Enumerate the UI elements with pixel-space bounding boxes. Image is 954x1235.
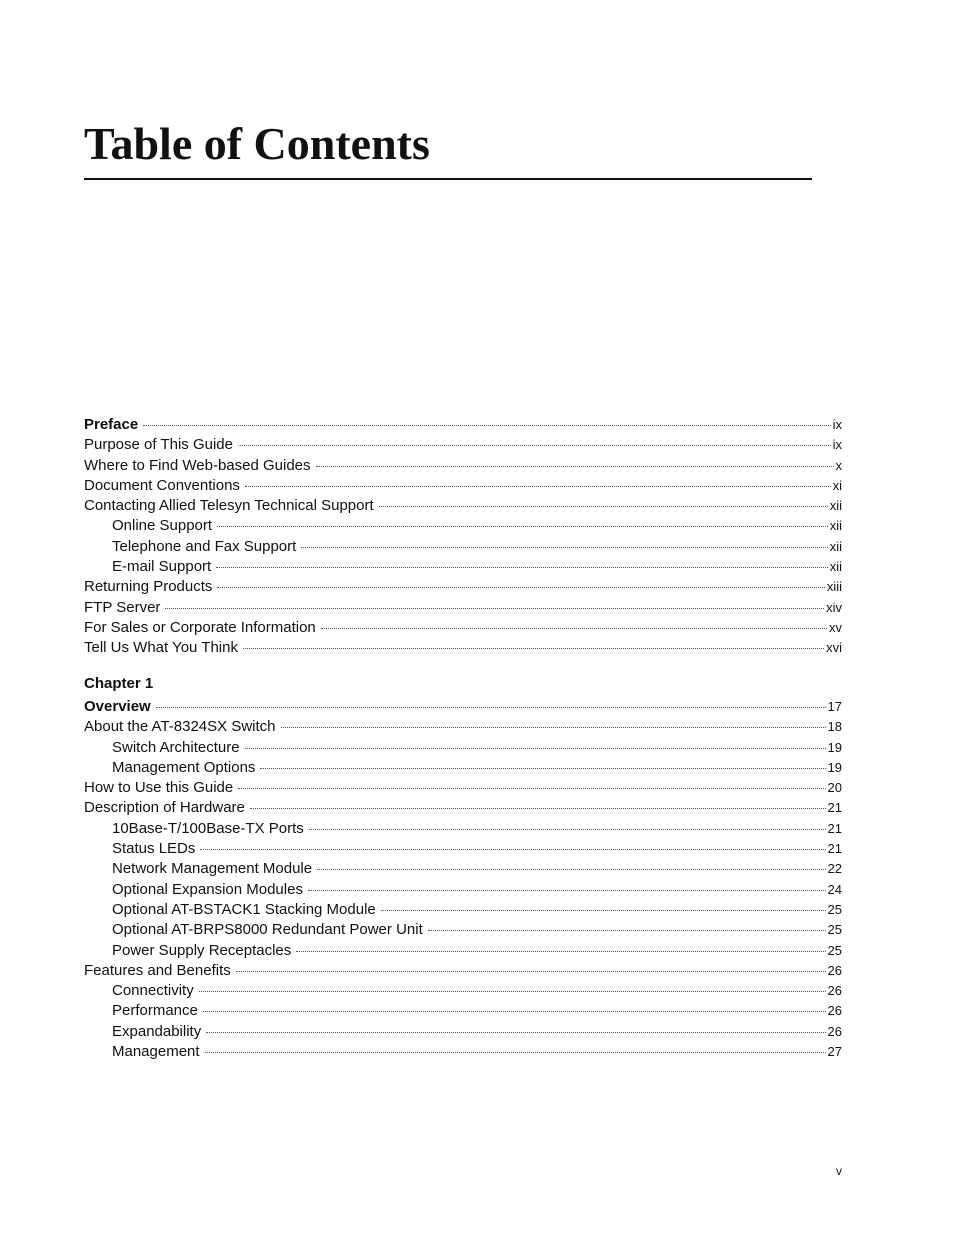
toc-dot-leader: [156, 707, 826, 708]
toc-dot-leader: [238, 445, 831, 446]
toc-entry-label: Purpose of This Guide: [84, 436, 233, 454]
toc-entry-page: xi: [832, 477, 842, 493]
toc-entry-page: 25: [827, 922, 842, 938]
toc-dot-leader: [308, 890, 826, 891]
toc-entry[interactable]: [84, 538, 842, 558]
toc-dot-leader: [309, 829, 826, 830]
toc-entry-label: How to Use this Guide: [84, 779, 234, 797]
toc-entry[interactable]: [84, 416, 842, 436]
toc-dot-leader: [200, 849, 825, 850]
toc-dot-leader: [243, 648, 824, 649]
toc-entry-label: Tell Us What You Think: [84, 639, 238, 657]
title-rule: [84, 178, 812, 180]
toc-entry-page: 26: [827, 983, 842, 999]
toc-entry-page: xii: [829, 518, 842, 534]
toc-dot-leader: [245, 486, 831, 487]
chapter-heading: Chapter 1: [84, 675, 154, 692]
toc-entry-page: 17: [827, 699, 842, 714]
page-number: v: [836, 1164, 842, 1178]
toc-entry-page: 19: [827, 759, 842, 775]
toc-dot-leader: [381, 910, 826, 911]
toc-entry[interactable]: [84, 698, 842, 718]
toc-entry-page: 21: [827, 820, 842, 836]
toc-entry-label: Management: [112, 1043, 200, 1061]
toc-entry[interactable]: [84, 799, 842, 819]
toc-entry-label: Network Management Module: [112, 860, 313, 878]
toc-dot-leader: [199, 991, 826, 992]
toc-dot-leader: [236, 971, 826, 972]
toc-entry-label: Features and Benefits: [84, 961, 231, 979]
toc-dot-leader: [296, 951, 825, 952]
toc-entry[interactable]: [84, 921, 842, 941]
toc-entry[interactable]: [84, 517, 842, 537]
toc-entry-label: 10Base-T/100Base-TX Ports: [112, 819, 304, 837]
toc-dot-leader: [238, 788, 825, 789]
toc-entry[interactable]: [84, 457, 842, 477]
toc-entry-label: Contacting Allied Telesyn Technical Support: [84, 497, 374, 515]
toc-entry[interactable]: [84, 820, 842, 840]
toc-dot-leader: [281, 727, 826, 728]
toc-entry-label: Optional Expansion Modules: [112, 880, 303, 898]
toc-dot-leader: [206, 1032, 825, 1033]
toc-dot-leader: [217, 526, 828, 527]
toc-entry[interactable]: [84, 619, 842, 639]
toc-entry-page: x: [835, 457, 842, 473]
toc-entry[interactable]: [84, 739, 842, 759]
toc-entry[interactable]: [84, 962, 842, 982]
toc-entry-label: Expandability: [112, 1022, 202, 1040]
toc-entry-page: 26: [827, 1023, 842, 1039]
toc-entry-page: 21: [827, 841, 842, 857]
toc-entry-label: FTP Server: [84, 598, 161, 616]
toc-entry-page: 26: [827, 962, 842, 978]
toc-dot-leader: [203, 1011, 826, 1012]
toc-entry[interactable]: [84, 881, 842, 901]
toc-dot-leader: [321, 628, 827, 629]
toc-entry[interactable]: [84, 497, 842, 517]
toc-entry[interactable]: [84, 599, 842, 619]
toc-dot-leader: [316, 466, 834, 467]
toc-entry[interactable]: [84, 1043, 842, 1063]
toc-dot-leader: [379, 506, 828, 507]
toc-entry-label: Document Conventions: [84, 476, 240, 494]
toc-entry[interactable]: [84, 759, 842, 779]
toc-entry[interactable]: [84, 639, 842, 659]
toc-entry-page: 25: [827, 901, 842, 917]
toc-dot-leader: [143, 425, 830, 426]
toc-entry[interactable]: [84, 477, 842, 497]
toc-entry-page: xii: [829, 538, 842, 554]
toc-dot-leader: [165, 608, 824, 609]
toc-entry-page: xii: [829, 559, 842, 575]
toc-dot-leader: [245, 748, 826, 749]
toc-entry[interactable]: [84, 1002, 842, 1022]
toc-entry-page: ix: [832, 437, 842, 453]
toc-entry-label: Switch Architecture: [112, 738, 240, 756]
toc-entry[interactable]: [84, 901, 842, 921]
toc-dot-leader: [428, 930, 826, 931]
toc-entry-page: xii: [829, 498, 842, 514]
toc-entry[interactable]: [84, 718, 842, 738]
toc-dot-leader: [250, 808, 826, 809]
toc-dot-leader: [301, 547, 827, 548]
toc-dot-leader: [260, 768, 825, 769]
toc-entry[interactable]: [84, 840, 842, 860]
toc-entry-page: 25: [827, 942, 842, 958]
toc-entry-label: Overview: [84, 698, 151, 715]
page-title: Table of Contents: [84, 118, 430, 169]
toc-entry-label: Connectivity: [112, 982, 194, 1000]
toc-entry-page: xiii: [826, 579, 842, 595]
toc-entry-page: xiv: [826, 599, 842, 615]
toc-entry[interactable]: [84, 860, 842, 880]
toc-entry-page: 26: [827, 1003, 842, 1019]
toc-entry-page: 19: [827, 739, 842, 755]
toc-entry-label: For Sales or Corporate Information: [84, 618, 316, 636]
toc-entry-label: Status LEDs: [112, 840, 196, 858]
toc-entry-label: Description of Hardware: [84, 799, 245, 817]
toc-entry-label: E-mail Support: [112, 558, 212, 576]
toc-entry-label: Power Supply Receptacles: [112, 941, 292, 959]
toc-preface-section: [84, 416, 842, 660]
toc-entry-page: 20: [827, 780, 842, 796]
toc-entry[interactable]: [84, 982, 842, 1002]
toc-entry-label: Performance: [112, 1002, 198, 1020]
toc-entry[interactable]: [84, 942, 842, 962]
toc-entry[interactable]: [84, 436, 842, 456]
toc-entry-page: 18: [827, 719, 842, 735]
toc-entry[interactable]: [84, 578, 842, 598]
toc-entry-label: Management Options: [112, 758, 256, 776]
toc-entry-label: Online Support: [112, 517, 213, 535]
toc-dot-leader: [216, 567, 828, 568]
toc-entry-page: 21: [827, 800, 842, 816]
toc-entry[interactable]: [84, 1023, 842, 1043]
toc-entry-page: 22: [827, 861, 842, 877]
toc-entry-label: About the AT-8324SX Switch: [84, 718, 276, 736]
toc-entry-page: xvi: [826, 640, 842, 656]
toc-entry-page: xv: [829, 619, 842, 635]
toc-entry-label: Preface: [84, 416, 139, 433]
toc-chapter1-section: [84, 698, 842, 1063]
toc-entry[interactable]: [84, 558, 842, 578]
toc-entry-label: Optional AT-BRPS8000 Redundant Power Unit: [112, 921, 423, 939]
toc-entry-page: 27: [827, 1044, 842, 1060]
toc-dot-leader: [217, 587, 824, 588]
toc-dot-leader: [205, 1052, 826, 1053]
toc-entry-label: Optional AT-BSTACK1 Stacking Module: [112, 900, 376, 918]
toc-entry-page: ix: [832, 417, 842, 432]
toc-entry-label: Telephone and Fax Support: [112, 537, 297, 555]
toc-entry-label: Where to Find Web-based Guides: [84, 456, 311, 474]
toc-entry[interactable]: [84, 779, 842, 799]
toc-entry-label: Returning Products: [84, 578, 213, 596]
toc-entry-page: 24: [827, 881, 842, 897]
toc-dot-leader: [317, 869, 825, 870]
